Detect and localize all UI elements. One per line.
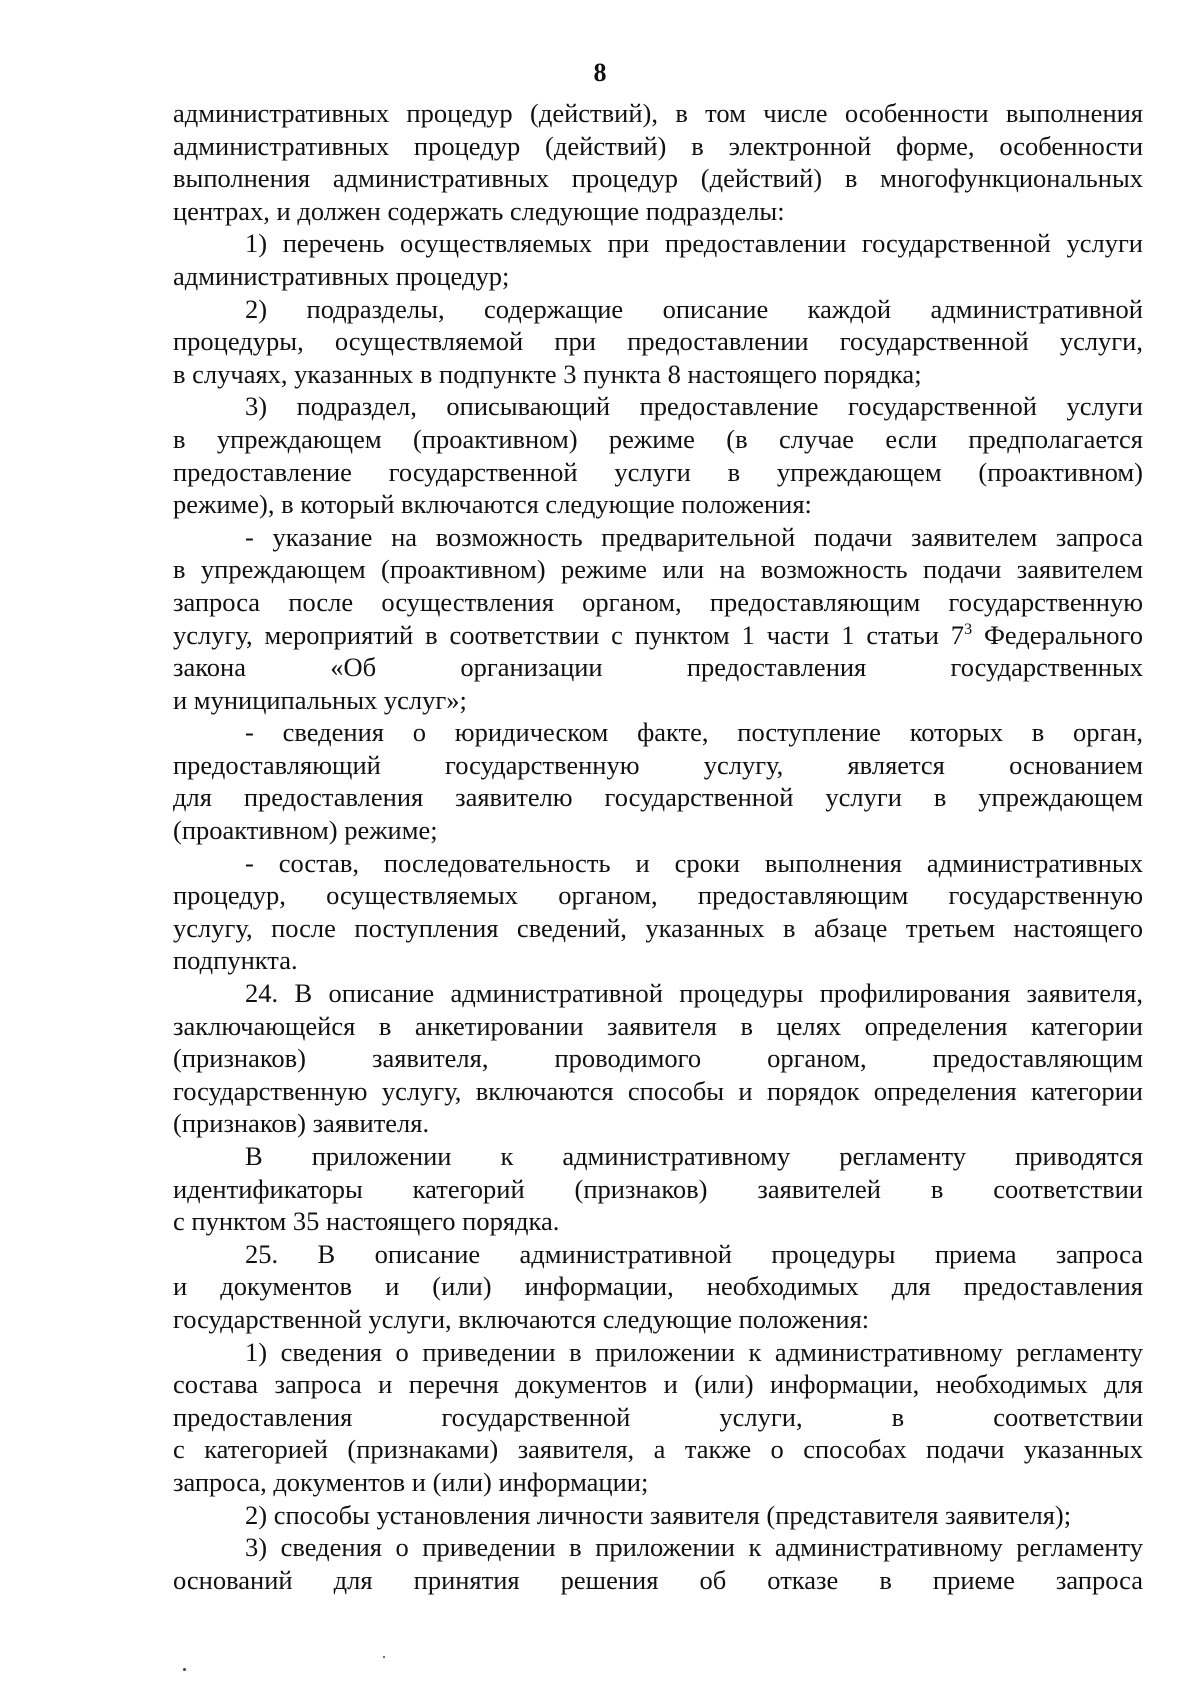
text-line <box>173 1466 1143 1499</box>
document-body <box>173 97 1143 1596</box>
text-line-content: для предоставления заявителю государственной услуги в упреждающем <box>173 782 1143 813</box>
text-line <box>173 1499 1143 1532</box>
text-line-content: выполнения административных процедур (действий) в многофункциональных <box>173 163 1143 194</box>
text-line <box>173 1303 1143 1336</box>
text-line <box>173 1336 1143 1369</box>
text-line-content: с категорией (признаками) заявителя, а также о способах подачи указанных <box>173 1434 1143 1465</box>
text-line-content: административных процедур (действий) в электронной форме, особенности <box>173 130 1143 161</box>
text-line-content: 24. В описание административной процедуры профилирования заявителя, <box>245 978 1143 1009</box>
text-line <box>173 553 1143 586</box>
text-line-content: государственной услуги, включаются следующие положения: <box>173 1303 870 1334</box>
text-line-content: в случаях, указанных в подпункте 3 пункта 8 настоящего порядка; <box>173 358 922 389</box>
text-line-content: 2) способы установления личности заявителя (представителя заявителя); <box>245 1499 1072 1530</box>
text-line <box>173 195 1143 228</box>
text-line <box>173 1531 1143 1564</box>
text-line <box>173 1075 1143 1108</box>
text-line <box>173 619 1143 652</box>
text-line <box>173 586 1143 619</box>
text-line-content: предоставление государственной услуги в упреждающем (проактивном) <box>173 456 1143 487</box>
text-line-content: 3) сведения о приведении в приложении к административному регламенту <box>245 1532 1143 1563</box>
text-line <box>173 1107 1143 1140</box>
text-line-content: и муниципальных услуг»; <box>173 684 467 715</box>
text-line <box>173 227 1143 260</box>
text-line <box>173 1173 1143 1206</box>
text-line <box>173 1368 1143 1401</box>
text-line-content: (признаков) заявителя. <box>173 1108 430 1139</box>
text-line-content: с пунктом 35 настоящего порядка. <box>173 1206 560 1237</box>
text-line-content: и документов и (или) информации, необходимых для предоставления <box>173 1271 1143 1302</box>
text-line-content: услугу, мероприятий в соответствии с пунктом 1 части 1 статьи 7 <box>173 619 965 650</box>
text-line-content: состава запроса и перечня документов и (или) информации, необходимых для <box>173 1369 1143 1400</box>
text-line <box>173 684 1143 717</box>
scan-speck <box>383 1656 385 1658</box>
text-line <box>173 260 1143 293</box>
text-line-content: центрах, и должен содержать следующие подразделы: <box>173 195 785 226</box>
text-line-content: в упреждающем (проактивном) режиме (в случае если предполагается <box>173 423 1143 454</box>
text-line <box>173 488 1143 521</box>
text-line-content: запроса после осуществления органом, предоставляющим государственную <box>173 586 1143 617</box>
text-line <box>173 423 1143 456</box>
text-line-content: государственную услугу, включаются способы и порядок определения категории <box>173 1075 1143 1106</box>
text-line <box>173 879 1143 912</box>
text-line <box>173 456 1143 489</box>
text-line-content: закона «Об организации предоставления государственных <box>173 652 1143 683</box>
text-line <box>173 1010 1143 1043</box>
text-line <box>173 1433 1143 1466</box>
page-number: 8 <box>593 58 607 87</box>
text-line-content: запроса, документов и (или) информации; <box>173 1466 649 1497</box>
text-line <box>173 781 1143 814</box>
text-line-content: режиме), в который включаются следующие положения: <box>173 489 812 520</box>
text-line <box>173 912 1143 945</box>
text-line-content: (проактивном) режиме; <box>173 815 438 846</box>
text-line <box>173 749 1143 782</box>
text-line-content: идентификаторы категорий (признаков) заявителей в соответствии <box>173 1173 1143 1204</box>
text-line-content: 25. В описание административной процедуры приема запроса <box>245 1238 1143 1269</box>
text-line <box>173 162 1143 195</box>
superscript: 3 <box>964 620 973 638</box>
text-line <box>173 1238 1143 1271</box>
text-line <box>173 293 1143 326</box>
text-line <box>173 977 1143 1010</box>
text-line <box>173 847 1143 880</box>
text-line <box>173 944 1143 977</box>
scan-speck <box>183 1668 186 1671</box>
text-line <box>173 521 1143 554</box>
text-line <box>173 358 1143 391</box>
text-line <box>173 1270 1143 1303</box>
text-line-content: 2) подразделы, содержащие описание каждой административной <box>245 293 1143 324</box>
text-line-content: - сведения о юридическом факте, поступление которых в орган, <box>245 717 1143 748</box>
text-line-content: - указание на возможность предварительной подачи заявителем запроса <box>245 521 1143 552</box>
text-line-content: 1) сведения о приведении в приложении к административному регламенту <box>245 1336 1143 1367</box>
text-line-content: подпункта. <box>173 945 298 976</box>
text-line <box>173 390 1143 423</box>
text-line-content: оснований для принятия решения об отказе в приеме запроса <box>173 1564 1143 1595</box>
text-line <box>173 1042 1143 1075</box>
text-line <box>173 651 1143 684</box>
text-line <box>173 325 1143 358</box>
text-line-content: 3) подраздел, описывающий предоставление государственной услуги <box>245 391 1143 422</box>
text-line-continuation: Федерального <box>972 619 1143 650</box>
text-line-content: предоставления государственной услуги, в соответствии <box>173 1401 1143 1432</box>
text-line-content: административных процедур; <box>173 260 510 291</box>
text-line-content: предоставляющий государственную услугу, является основанием <box>173 749 1143 780</box>
text-line-content: в упреждающем (проактивном) режиме или на возможность подачи заявителем <box>173 554 1143 585</box>
text-line <box>173 1564 1143 1597</box>
text-line-content: (признаков) заявителя, проводимого органом, предоставляющим <box>173 1043 1143 1074</box>
text-line-content: услугу, после поступления сведений, указанных в абзаце третьем настоящего <box>173 912 1143 943</box>
text-line <box>173 130 1143 163</box>
text-line-content: административных процедур (действий), в том числе особенности выполнения <box>173 98 1143 128</box>
text-line <box>173 1401 1143 1434</box>
text-line-content: процедуры, осуществляемой при предоставлении государственной услуги, <box>173 326 1143 357</box>
text-line-content: В приложении к административному регламенту приводятся <box>245 1141 1143 1171</box>
text-line <box>173 716 1143 749</box>
text-line <box>173 1140 1143 1173</box>
text-line-content: - состав, последовательность и сроки выполнения административных <box>245 847 1143 878</box>
text-line-content: заключающейся в анкетировании заявителя в целях определения категории <box>173 1010 1143 1041</box>
text-line-content: 1) перечень осуществляемых при предоставлении государственной услуги <box>245 228 1143 259</box>
text-line <box>173 814 1143 847</box>
text-line <box>173 97 1143 130</box>
text-line-content: процедур, осуществляемых органом, предоставляющим государственную <box>173 880 1143 911</box>
text-line <box>173 1205 1143 1238</box>
